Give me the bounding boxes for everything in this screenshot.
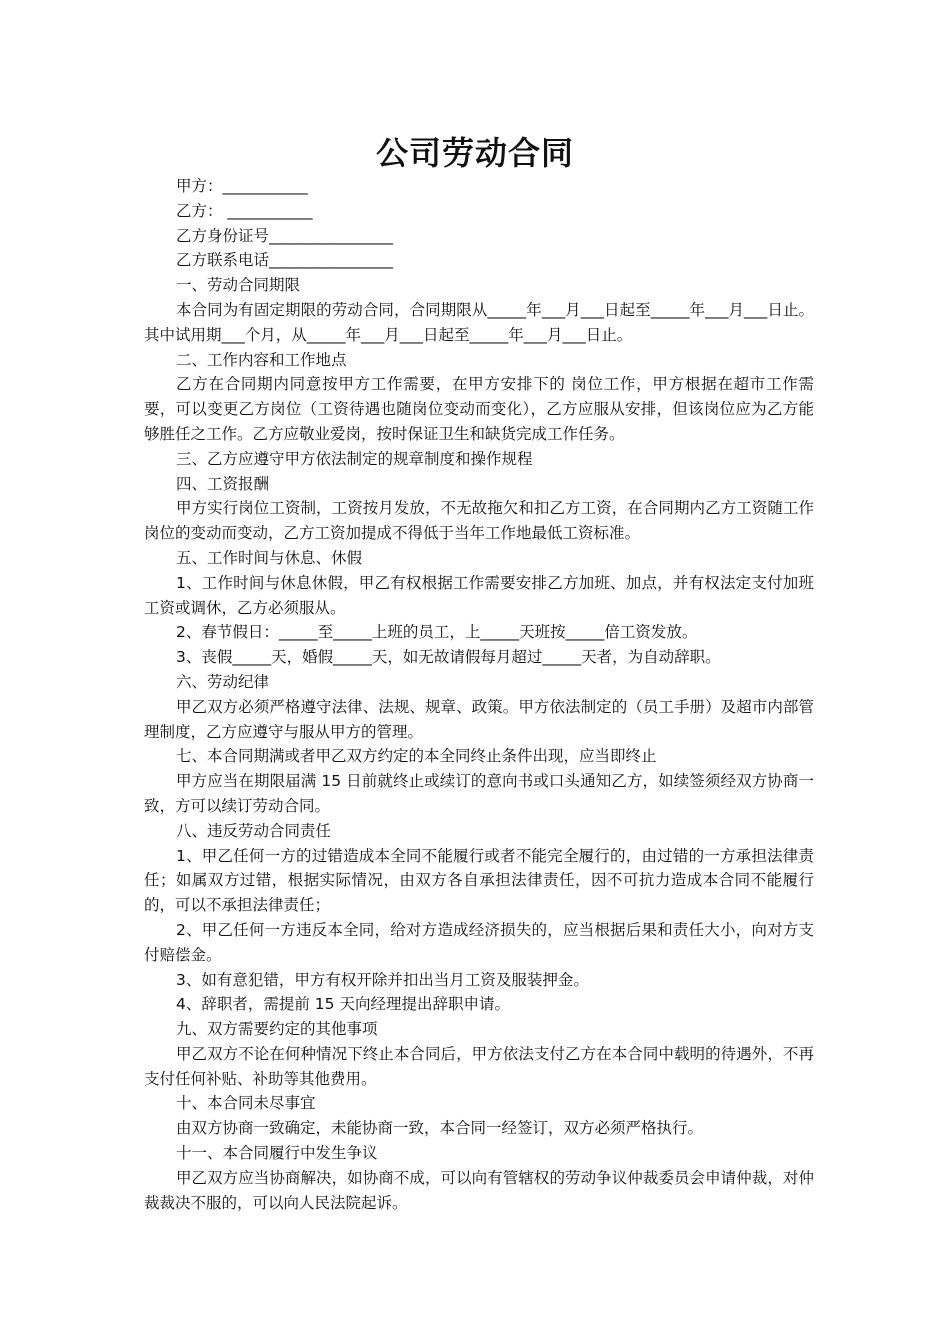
- section-heading: 二、工作内容和工作地点: [176, 350, 347, 369]
- paragraph: 1、工作时间与休息休假，甲乙有权根据工作需要安排乙方加班、加点，并有权法定支付加班工资或调休，乙方必须服从。: [144, 573, 814, 617]
- section-heading: 四、工资报酬: [176, 474, 270, 493]
- paragraph: 由双方协商一致确定，未能协商一致，本合同一经签订，双方必须严格执行。: [176, 1119, 704, 1138]
- paragraph: 本合同为有固定期限的劳动合同，合同期限从_____年___月___日起至_____年___月___日止。其中试用期___个月，从_____年___月___日起至_____年___月___日止。: [144, 300, 814, 344]
- document-body: [144, 174, 814, 1215]
- section-heading: 五、工作时间与休息、休假: [176, 548, 363, 567]
- paragraph: 甲方应当在期限届满 15 日前就终止或续订的意向书或口头通知乙方，如续签须经双方协商一致，方可以续订劳动合同。: [144, 772, 814, 815]
- paragraph: 甲乙双方必须严格遵守法律、法规、规章、政策。甲方依法制定的（员工手册）及超市内部管理制度，乙方应遵守与服从甲方的管理。: [144, 697, 814, 741]
- section-heading: 一、劳动合同期限: [176, 276, 301, 295]
- section-heading: 十、本合同未尽事宜: [176, 1094, 316, 1113]
- paragraph: 2、春节假日：_____至_____上班的员工，上_____天班按_____倍工资发放。: [176, 623, 698, 642]
- paragraph: 乙方在合同期内同意按甲方工作需要，在甲方安排下的 岗位工作，甲方根据在超市工作需要，可以变更乙方岗位（工资待遇也随岗位变动而变化），乙方应服从安排，但该岗位应为乙方能够胜任之工作。乙方应敬业爱岗，按时保证卫生和缺货完成工作任务。: [144, 375, 814, 443]
- paragraph: 4、辞职者，需提前 15 天向经理提出辞职申请。: [176, 995, 510, 1014]
- party-b-line: 乙方： ___________: [176, 201, 313, 220]
- party-a-line: 甲方：___________: [176, 177, 308, 195]
- section-heading: 九、双方需要约定的其他事项: [176, 1020, 378, 1039]
- document-title: 公司劳动合同: [375, 134, 574, 172]
- paragraph: 2、甲乙任何一方违反本全同，给对方造成经济损失的，应当根据后果和责任大小，向对方支付赔偿金。: [144, 920, 814, 964]
- paragraph: 甲方实行岗位工资制，工资按月发放，不无故拖欠和扣乙方工资，在合同期内乙方工资随工作岗位的变动而变动，乙方工资加提成不得低于当年工作地最低工资标准。: [144, 499, 814, 543]
- paragraph: 甲乙双方应当协商解决，如协商不成，可以向有管辖权的劳动争议仲裁委员会申请仲裁，对仲裁裁决不服的，可以向人民法院起诉。: [144, 1168, 814, 1212]
- section-heading: 十一、本合同履行中发生争议: [176, 1144, 378, 1163]
- paragraph: 甲乙双方不论在何种情况下终止本合同后，甲方依法支付乙方在本合同中载明的待遇外，不再支付任何补贴、补助等其他费用。: [144, 1044, 814, 1088]
- section-heading: 三、乙方应遵守甲方依法制定的规章制度和操作规程: [176, 449, 533, 468]
- section-heading: 八、违反劳动合同责任: [176, 821, 332, 840]
- section-heading: 六、劳动纪律: [176, 672, 270, 691]
- section-heading: 七、本合同期满或者甲乙双方约定的本全同终止条件出现，应当即终止: [176, 747, 657, 766]
- paragraph: 1、甲乙任何一方的过错造成本全同不能履行或者不能完全履行的，由过错的一方承担法律责任；如属双方过错，根据实际情况，由双方各自承担法律责任，因不可抗力造成本合同不能履行的，可以不承担法律责任；: [144, 846, 814, 915]
- paragraph: 3、如有意犯错，甲方有权开除并扣出当月工资及服装押金。: [176, 970, 589, 989]
- party-b-phone-line: 乙方联系电话________________: [176, 251, 394, 270]
- party-b-id-line: 乙方身份证号________________: [176, 226, 394, 245]
- paragraph: 3、丧假_____天，婚假_____天，如无故请假每月超过_____天者，为自动辞职。: [176, 648, 721, 667]
